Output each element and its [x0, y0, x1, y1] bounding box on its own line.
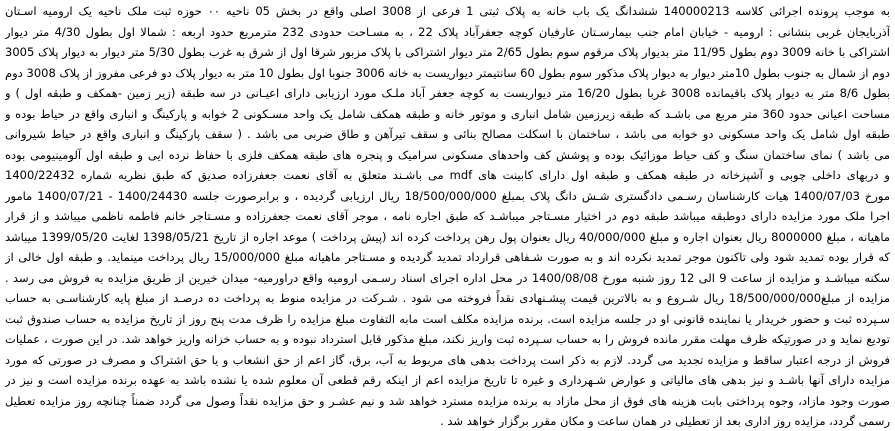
notice-line: بطول 8/6 متر به دیوار پلاک باقیمانده 3008 غربا بطول 16/20 متر دیواریست به کوچه جعفر آباد ملـک مورد ارزیابی دارای اعیـانی در سه طبقه (زیر زمین -همکف و طبقه اول ) و	[5, 86, 890, 100]
notice-line: سـپرده ثبت و حضور خریدار یا نماینده قانونی او در جلسه مزایده است. برنده مزایده مکلف است مابه التفاوت مبلغ مزایده را ظرف مدت پنج روز از تاریخ مزایده به حساب صندوق ثبت	[5, 311, 890, 326]
notice-line: اشتراکی با خانه 3009 دوم بطول 11/95 متر بدیوار پلاک مرقوم سوم بطول 2/65 متر دیوار اشتراکی با پلاک مزبور شرقا اول از شرق به غرب بطول 5/30 متر دیوار به دیوار پلاک 3005	[5, 45, 890, 59]
notice-line: دوم از شمال به جنوب بطول 10متر دیوار به دیوار پلاک مذکور سوم بطول 60 سانتیمتر دیواریست به خانه 3006 جنوبا اول بطول 10 متر به دیوار پلاک دو فرعی مفروز از پلاک 3008 دوم	[5, 65, 890, 80]
notice-line: اجرا ملک مورد مزایده دارای دوطبقه میباشد طبقه دوم در اختیار مسـتاجر میباشـد که طبق اجاره نامه ، موجر آقای نعمت جعفرزاده و مسـتاجر خانم فاطمه ناظمی میباشد و از قرار	[5, 209, 890, 223]
notice-line: تودیع نماید و در صورتیکه ظرف مهلت مقرر مانده فروش را به حساب سـپرده ثبت واریز نکند، مبلغ مذکور قابل استرداد نبوده و به حساب خزانه واریز خواهد شد. در این صورت ، عملیات	[5, 332, 890, 346]
notice-line: مزایده دارای آنها باشـد و نیز بدهی های مالیاتی و عوارض شـهرداری و غیره تا تاریخ مزایده اعم از اینکه رقم قطعی آن معلوم شده یا نشده باشد به عهده برنده مزایده است و نیز در	[5, 373, 890, 387]
notice-line: و دربهای داخلی چوبی و آشپزخانه در طبقه همکف و طبقه اول دارای کابینت های mdf می باشـند متعلق به آقای نعمت جعفرزاده صدیق که طبق نظریه شماره 1400/22432	[5, 168, 890, 182]
notice-line: مورخ 1400/07/03 هیات کارشناسان رسـمی دادگستری شـش دانگ پلاک بمبلغ 18/500/000/000 ریال ارزیابی گردیده ، و برابرصورت جلسه 1400/24430 - 1400/07/21 مامور	[5, 188, 890, 203]
notice-line: سکنه میباشـد و مزایده از ساعت 9 الی 12 روز شنبه مورخ 1400/08/08 در محل اداره اجرای اسناد رسـمی ارومیه واقع دراورمیه- میدان خیرین از طریق مزایده به فروش می رسد .	[5, 270, 890, 285]
notice-line: به موجب پرونده اجرائی کلاسه 140000213 ششدانگ یک باب خانه به پلاک ثبتی 1 فرعی از 3008 اصلی واقع در بخش 05 ناحیه ۰۰ حوزه ثبت ملک ناحیه یک ارومیه اسـتان	[5, 4, 890, 18]
notice-line: طبقه اول شامل یک واحد مسکونی دو خوابه می باشد ، ساختمان با اسکلت مصالح بنائی و سقف تیرآهن و طاق ضربی می باشد . ( سقف پارکینگ و انباری واقع در حیاط شیروانی	[5, 127, 890, 141]
notice-line: ماهیانه ، مبلغ 8000000 ریال بعنوان اجاره و مبلغ 40/000/000 ریال بعنوان پول رهن پرداخت کرده اند (پیش پرداخت ) موعد اجاره از تاریخ 1398/05/21 لغایت 1399/05/20 میباشد	[5, 229, 890, 244]
notice-line: مساحت اعیانی حدود 360 متر مربع می باشـد که طبقه زیرزمین شامل انباری و موتور خانه و طبقه همکف شامل یک واحد مسـکونی 2 خوابه و پارکینگ و انباری واقع در حیاط بوده و	[5, 106, 890, 121]
notice-line: صورت وجود مازاد، وجوه پرداختی بابت هزینه های فوق از محل مازاد به برنده مزایده مسترد خواهد شد و نیم عشـر و حق مزایده نقداً وصول می گردد ضمناً چنانچه روز مزایده تعطیل	[5, 393, 890, 408]
notice-line: آذربایجان غربی بنشانی : ارومیه - خیابان امام جنب بیمارسـتان عارفیان کوچه جعفرآباد پلاک 22 ، به مسـاحت حدودی 232 مترمربع حدود اربعه : شمالا اول بطول 4/30 متر دیوار	[5, 24, 890, 39]
notice-line: که قرار بوده تمدید شود ولی تاکنون موجر تمدید نکرده اند و به صورت شـفاهی قرارداد تمدید گردیده و مسـتاجر ماهیانه مبلغ 15/000/000 ریال پرداخت مینماید. و طبقه اول خالی از	[5, 250, 890, 264]
notice-line: مزایده از مبلغ18/500/000/000 ریال شـروع و به بالاترین قیمت پیشـنهادی نقداً فروخته می شود . شـرکت در مزایده منوط به پرداخت ده درصـد از مبلغ پایه کارشناسـی به حساب	[5, 291, 890, 305]
notice-line: می باشد ) نمای ساختمان سنگ و کف حیاط موزائیک بوده و پوشش کف واحدهای مسکونی سرامیک و پنجره های طبقه همکف فلزی با حفاظ نرده ایی و طبقه اول آلومینیومی بوده	[5, 147, 890, 162]
notice-line: فروش از درجه اعتبار ساقط و مزایده تجدید می گردد. لازم به ذکر است پرداخت بدهی های مربوط به آب، برق، گاز اعم از حق انشعاب و یا حق اشتراک و مصرف در صورتی که مورد	[5, 352, 890, 367]
notice-line-last: رسمی گردد، مزایده روز اداری بعد از تعطیلی در همان ساعت و مکان مقرر برگزار خواهد شد .	[440, 414, 890, 428]
